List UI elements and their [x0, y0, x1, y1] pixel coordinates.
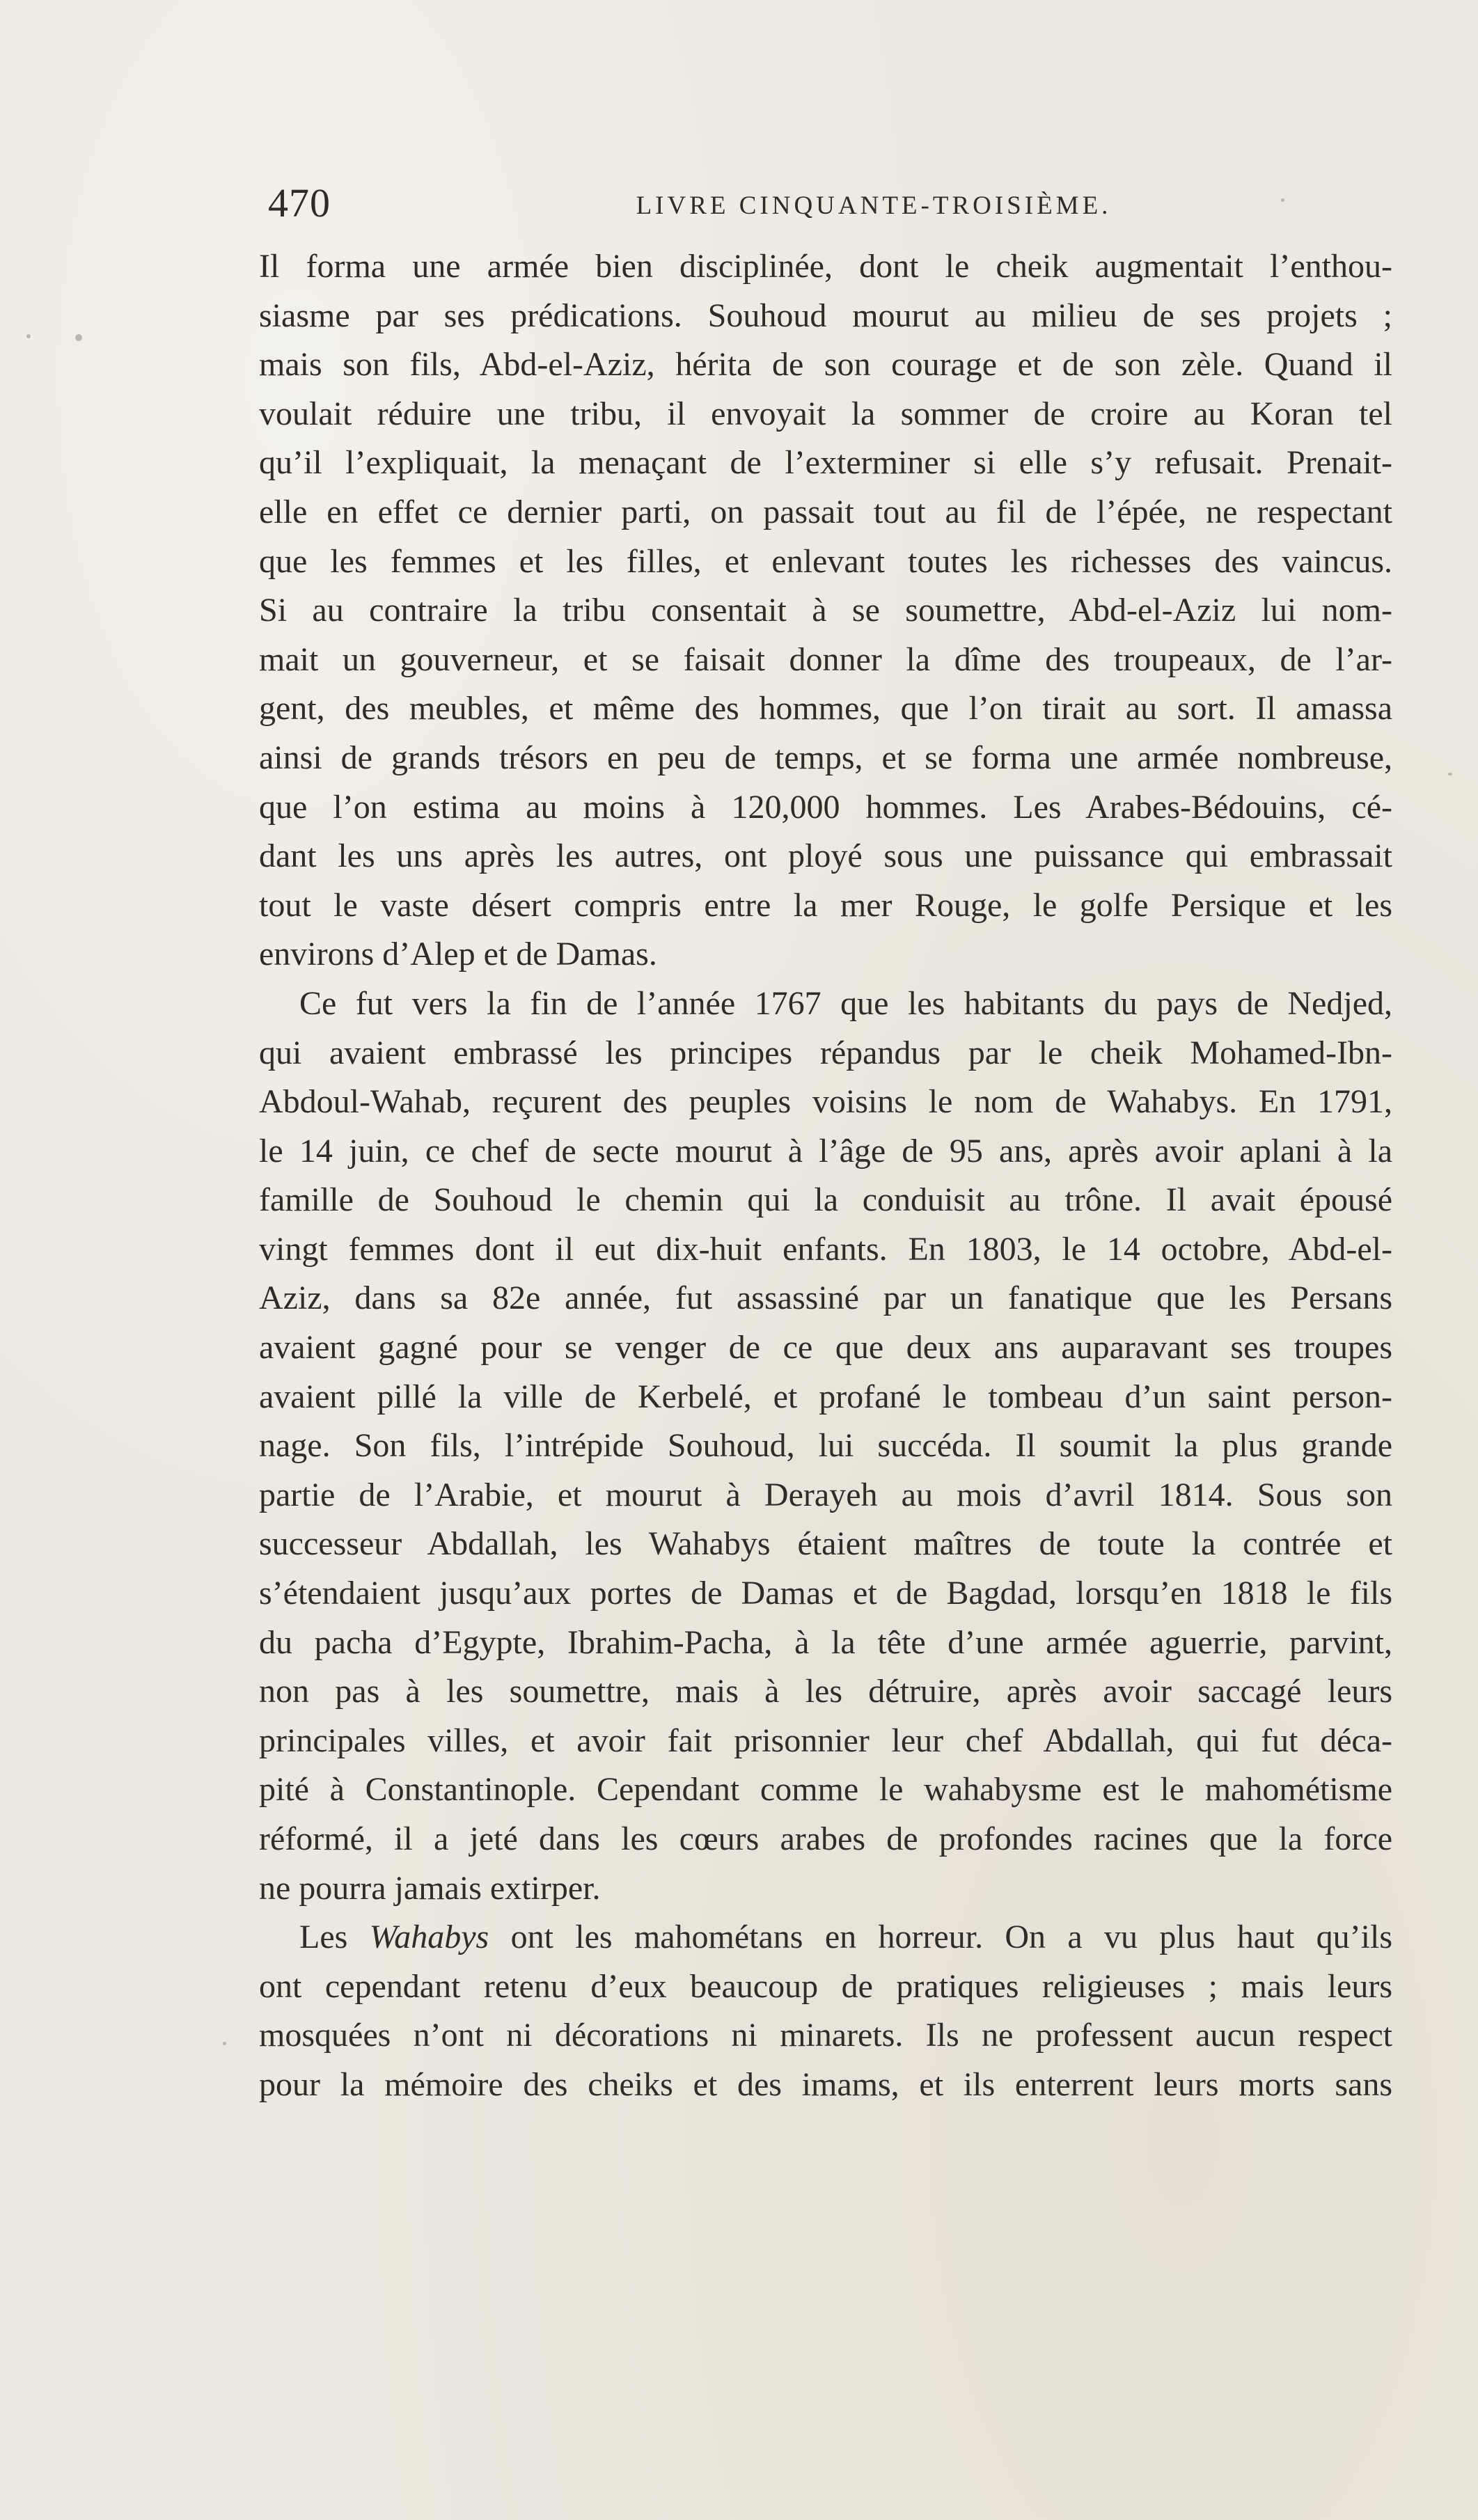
text-line: ont cependant retenu d’eux beaucoup de pratiques religieuses ; mais leurs: [259, 1967, 1392, 2005]
text-line: s’étendaient jusqu’aux portes de Damas et de Bagdad, lorsqu’en 1818 le fils: [259, 1575, 1392, 1612]
text-line: Si au contraire la tribu consentait à se soumettre, Abd-el-Aziz lui nom-: [259, 592, 1392, 629]
text-line: successeur Abdallah, les Wahabys étaient maîtres de toute la contrée et: [259, 1525, 1392, 1563]
text-line: qu’il l’expliquait, la menaçant de l’exterminer si elle s’y refusait. Prenait-: [259, 444, 1392, 482]
text-line: voulait réduire une tribu, il envoyait la sommer de croire au Koran tel: [259, 395, 1392, 432]
text-fragment: Les: [299, 1919, 348, 1956]
text-line: elle en effet ce dernier parti, on passait tout au fil de l’épée, ne respectant: [259, 493, 1392, 530]
text-line: Il forma une armée bien disciplinée, dont le cheik augmentait l’enthou-: [259, 248, 1392, 285]
text-line: tout le vaste désert compris entre la mer Rouge, le golfe Persique et les: [259, 886, 1392, 924]
text-line: ainsi de grands trésors en peu de temps, et se forma une armée nombreuse,: [259, 739, 1392, 776]
page-number: 470: [268, 180, 331, 226]
text-line: avaient pillé la ville de Kerbelé, et profané le tombeau d’un saint person-: [259, 1378, 1392, 1415]
paper-speck: [75, 334, 82, 341]
text-fragment: ont les mahométans en horreur. On a vu plus haut qu’ils: [510, 1919, 1392, 1956]
page-header: [268, 175, 1389, 231]
body-text: [259, 242, 1392, 2110]
text-line: partie de l’Arabie, et mourut à Derayeh au mois d’avril 1814. Sous son: [259, 1476, 1392, 1513]
text-line: que l’on estima au moins à 120,000 hommes. Les Arabes-Bédouins, cé-: [259, 788, 1392, 826]
text-line: vingt femmes dont il eut dix-huit enfants. En 1803, le 14 octobre, Abd-el-: [259, 1230, 1392, 1268]
text-line: mait un gouverneur, et se faisait donner la dîme des troupeaux, de l’ar-: [259, 640, 1392, 678]
paper-speck: [1448, 773, 1452, 775]
text-line: Abdoul-Wahab, reçurent des peuples voisins le nom de Wahabys. En 1791,: [259, 1083, 1392, 1121]
text-line: pour la mémoire des cheiks et des imams, et ils enterrent leurs morts sans: [259, 2065, 1392, 2103]
text-line: principales villes, et avoir fait prisonnier leur chef Abdallah, qui fut déca-: [259, 1722, 1392, 1759]
text-line: qui avaient embrassé les principes répandus par le cheik Mohamed-Ibn-: [259, 1034, 1392, 1071]
text-line: [259, 1913, 1392, 1962]
text-line: non pas à les soumettre, mais à les détruire, après avoir saccagé leurs: [259, 1673, 1392, 1710]
text-line: Ce fut vers la fin de l’année 1767 que les habitants du pays de Nedjed,: [299, 984, 1392, 1022]
text-line: gent, des meubles, et même des hommes, que l’on tirait au sort. Il amassa: [259, 690, 1392, 727]
text-line: mais son fils, Abd-el-Aziz, hérita de son courage et de son zèle. Quand il: [259, 346, 1392, 384]
text-line: nage. Son fils, l’intrépide Souhoud, lui succéda. Il soumit la plus grande: [259, 1427, 1392, 1465]
running-head: LIVRE CINQUANTE-TROISIÈME.: [636, 191, 1112, 220]
text-line: du pacha d’Egypte, Ibrahim-Pacha, à la tête d’une armée aguerrie, parvint,: [259, 1623, 1392, 1661]
text-line: dant les uns après les autres, ont ployé sous une puissance qui embrassait: [259, 837, 1392, 875]
paper-speck: [223, 2042, 226, 2045]
text-line: mosquées n’ont ni décorations ni minarets. Ils ne professent aucun respect: [259, 2017, 1392, 2054]
text-line: environs d’Alep et de Damas.: [259, 936, 657, 973]
text-line: ne pourra jamais extirper.: [259, 1869, 601, 1907]
text-line: que les femmes et les filles, et enlevant toutes les richesses des vaincus.: [259, 542, 1392, 580]
text-line: famille de Souhoud le chemin qui la conduisit au trône. Il avait épousé: [259, 1181, 1392, 1219]
text-line: réformé, il a jeté dans les cœurs arabes de profondes racines que la force: [259, 1820, 1392, 1857]
italic-term: Wahabys: [369, 1919, 489, 1956]
text-line: siasme par ses prédications. Souhoud mourut au milieu de ses projets ;: [259, 297, 1392, 334]
text-line: le 14 juin, ce chef de secte mourut à l’âge de 95 ans, après avoir aplani à la: [259, 1132, 1392, 1170]
text-line: pité à Constantinople. Cependant comme le wahabysme est le mahométisme: [259, 1771, 1392, 1809]
text-line: Aziz, dans sa 82e année, fut assassiné par un fanatique que les Persans: [259, 1279, 1392, 1317]
paper-speck: [26, 334, 31, 338]
text-line: avaient gagné pour se venger de ce que deux ans auparavant ses troupes: [259, 1329, 1392, 1367]
